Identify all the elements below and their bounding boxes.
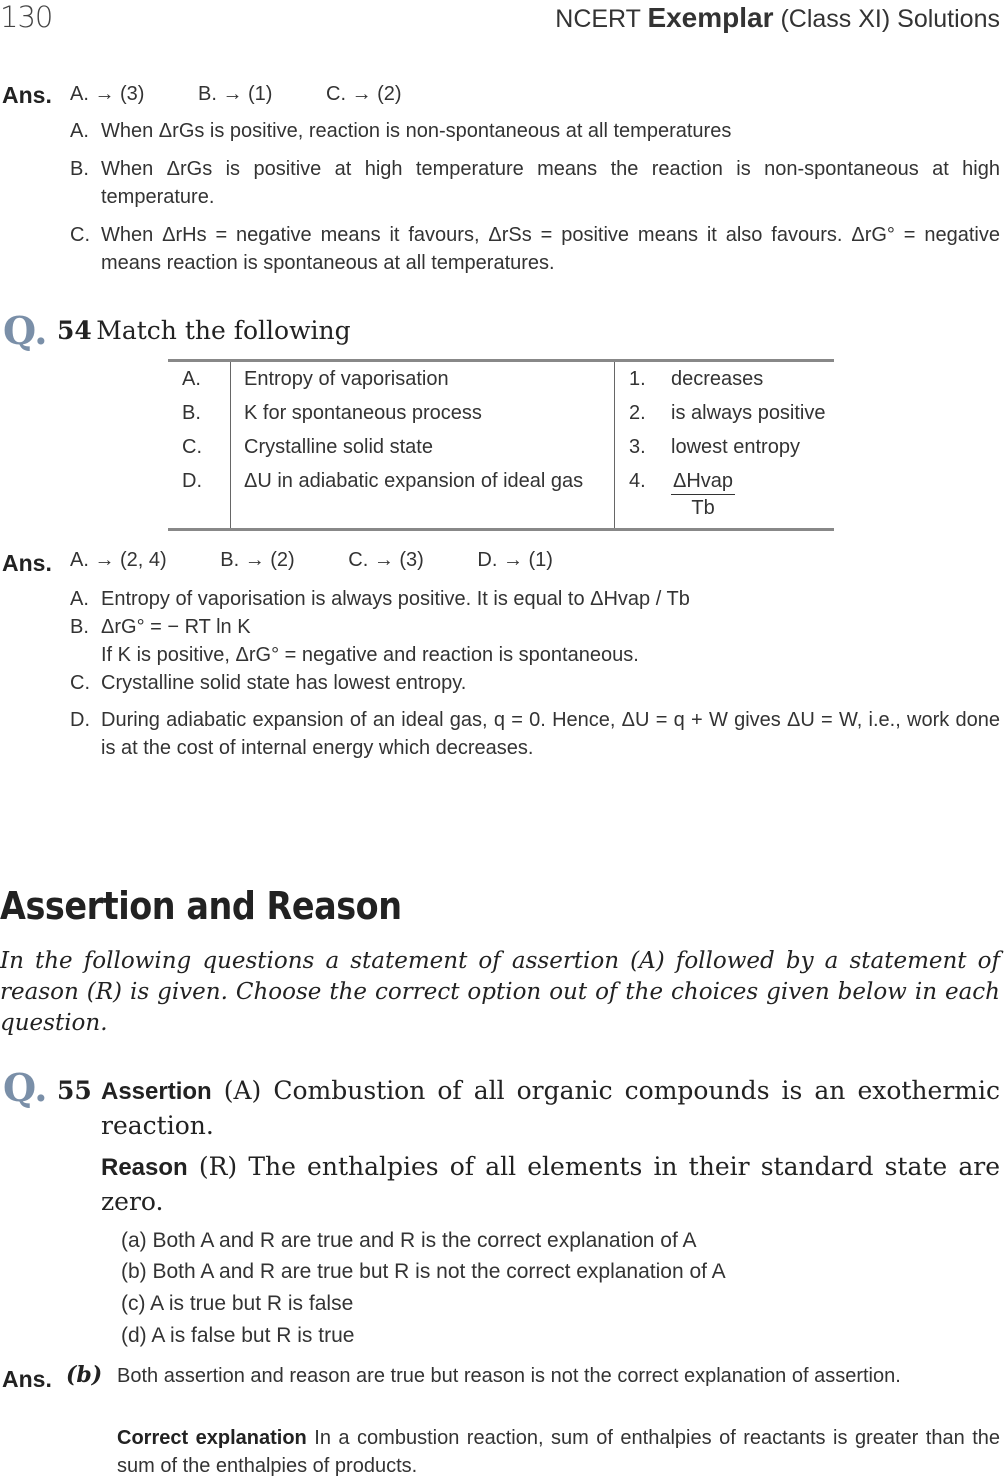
explanation-label: Correct explanation <box>117 1427 307 1449</box>
section-title: Assertion and Reason <box>0 884 402 928</box>
assertion-label: Assertion <box>101 1078 212 1105</box>
answer-matches <box>70 546 601 574</box>
question-marker: Q. <box>3 308 48 353</box>
match-table <box>168 359 834 531</box>
answer-option: (b) <box>66 1362 103 1388</box>
correct-explanation <box>117 1424 1000 1480</box>
answer-text: Both assertion and reason are true but reason is not the correct explanation of assertion. <box>117 1365 901 1387</box>
page-number: 130 <box>0 0 53 34</box>
book-title-bold: Exemplar <box>647 2 774 33</box>
table-row: D. ΔU in adiabatic expansion of ideal gas 4. $\frac{\text{ΔHvap}}{Tb}$ <box>168 464 834 530</box>
list-item: B. ΔrG° = − RT ln K <box>70 616 251 638</box>
ans-label: Ans. <box>2 82 52 108</box>
match-a: A. → (2, 4) <box>70 549 167 571</box>
list-item: B. When ΔrGs is positive at high temperature means the reaction is non-spontaneous at high temperature. <box>70 158 1000 208</box>
list-item: C. When ΔrHs = negative means it favours, ΔrSs = positive means it also favours. ΔrG° = negative means reaction is spontaneous at all temperatures. <box>70 224 1000 274</box>
match-b: B. → (2) <box>220 549 295 571</box>
match-d: D. → (1) <box>477 549 553 571</box>
option-b: (b) Both A and R are true but R is not the correct explanation of A <box>121 1260 726 1283</box>
section-intro: In the following questions a statement of assertion (A) followed by a statement of reason (R) is given. Choose the correct option out of the choices given below in each question. <box>0 948 1000 1036</box>
table-row: B. K for spontaneous process 2. is always positive <box>168 396 834 430</box>
match-c: C. → (3) <box>348 549 424 571</box>
reason <box>101 1150 1000 1219</box>
reason-text: (R) The enthalpies of all elements in their standard state are zero. <box>101 1152 1001 1216</box>
explanation-text: In a combustion reaction, sum of enthalpies of reactants is greater than the sum of the enthalpies of products. <box>117 1427 1001 1477</box>
question-number: 55 <box>57 1076 92 1105</box>
match-b: B. → (1) <box>198 83 273 105</box>
assertion <box>101 1074 1000 1143</box>
book-title-prefix: NCERT <box>555 5 641 33</box>
question-heading <box>57 316 351 345</box>
ans-label: Ans. <box>2 550 52 576</box>
list-item: If K is positive, ΔrG° = negative and reaction is spontaneous. <box>101 644 639 666</box>
table-row: C. Crystalline solid state 3. lowest entropy <box>168 430 834 464</box>
question-number: 54 <box>57 316 92 345</box>
match-c: C. → (2) <box>326 83 402 105</box>
list-item: D. During adiabatic expansion of an ideal gas, q = 0. Hence, ΔU = q + W gives ΔU = W, i.e., work done is at the cost of internal energy which decreases. <box>70 709 1000 759</box>
reason-label: Reason <box>101 1154 188 1181</box>
answer-matches <box>70 80 450 108</box>
list-item: A. When ΔrGs is positive, reaction is non-spontaneous at all temperatures <box>70 120 732 142</box>
option-d: (d) A is false but R is true <box>121 1324 355 1347</box>
book-title <box>555 2 1000 34</box>
option-c: (c) A is true but R is false <box>121 1292 354 1315</box>
fraction: $\frac{\text{ΔHvap}}{Tb}$ <box>673 470 734 519</box>
book-title-suffix: (Class XI) Solutions <box>780 5 1000 33</box>
list-item: A. Entropy of vaporisation is always positive. It is equal to ΔHvap / Tb <box>70 588 690 610</box>
match-a: A. → (3) <box>70 83 145 105</box>
list-item: C. Crystalline solid state has lowest entropy. <box>70 672 467 694</box>
option-a: (a) Both A and R are true and R is the correct explanation of A <box>121 1229 697 1252</box>
question-marker: Q. <box>3 1065 48 1110</box>
table-row: A. Entropy of vaporisation 1. decreases <box>168 361 834 397</box>
assertion-text: (A) Combustion of all organic compounds is an exothermic reaction. <box>101 1076 1000 1140</box>
ans-label: Ans. <box>2 1366 52 1392</box>
question-title: Match the following <box>96 316 351 345</box>
